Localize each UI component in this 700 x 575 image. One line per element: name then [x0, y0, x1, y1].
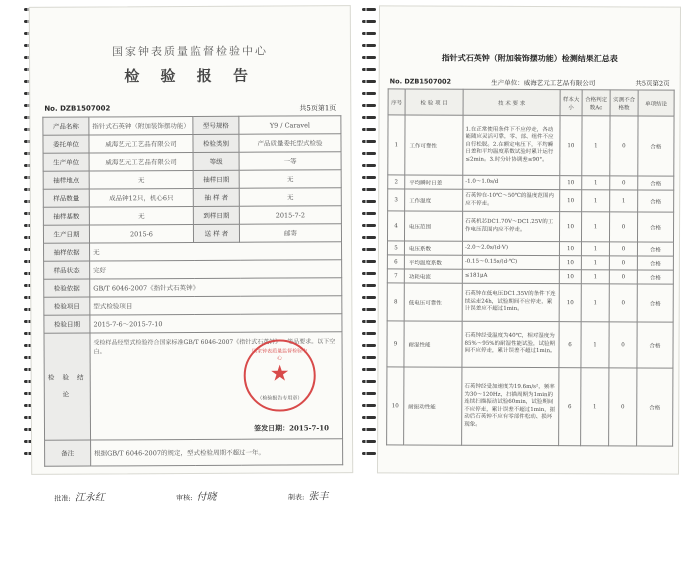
column-header: 实测不合格数 — [610, 90, 638, 116]
requirement: 石英钟经受加速度为19.6m/s²，频率为30～120Hz，扫描周期为1min的连续扫描振动试验60min，试验期间不应停走，累计误差不超过1min，振动后石英钟不应有零部件松动、损坏现象。 — [462, 367, 559, 445]
field-label: 样品状态 — [44, 261, 90, 279]
requirement: 1.在正常使用条件下不应停走，各动能随应灵活可靠，零、部、组件不应自行松脱。2.在额定电压下，平均瞬日差和平均温度系数试验时累计运行≤2min。3.时分针协调差≤90°。 — [463, 115, 560, 175]
failure-count: 0 — [609, 322, 637, 368]
table-row — [387, 211, 673, 242]
reviewer-signature: 付晓 — [196, 491, 217, 503]
table-row — [387, 255, 673, 270]
item-conclusion: 合格 — [638, 116, 674, 176]
field-label: 抽样依据 — [44, 243, 90, 261]
conclusion-row — [44, 332, 343, 441]
failure-count: 0 — [610, 176, 638, 190]
field-label: 抽样地点 — [43, 171, 89, 189]
row-number: 7 — [387, 269, 404, 283]
field-value: Y9 / Caravel — [239, 116, 341, 135]
remark-text: 根据GB/T 6046-2007的规定，型式检验周期不超过一年。 — [91, 439, 343, 466]
table-row — [43, 188, 341, 208]
requirement: -1.0～1.0s/d — [463, 175, 560, 189]
field-label: 送 样 者 — [193, 224, 239, 242]
field-value: 成品钟12只，机心6只 — [89, 188, 193, 207]
field-value: 威海艺元工艺品有限公司 — [89, 134, 193, 153]
requirement: 石英机芯DC1.70V～DC1.25V的工作电压范围内应不停走。 — [462, 211, 559, 241]
field-value: 无 — [90, 242, 342, 261]
acceptance-number: 1 — [581, 256, 609, 270]
row-number: 3 — [388, 189, 405, 211]
requirement: -0.15～0.15s/(d·℃) — [462, 255, 559, 269]
field-value: 无 — [89, 170, 193, 189]
field-value: 无 — [89, 206, 193, 225]
field-value: 型式检验项目 — [90, 296, 342, 315]
sample-size: 10 — [559, 212, 581, 242]
failure-count: 0 — [609, 270, 637, 284]
report-number: No. DZB1507002 — [44, 104, 111, 113]
item-conclusion: 合格 — [637, 368, 673, 446]
failure-count: 1 — [610, 190, 638, 212]
test-item: 平均瞬时日差 — [405, 175, 463, 189]
approver-label: 批准: — [54, 494, 71, 503]
field-value: 邮寄 — [239, 224, 341, 243]
table-row — [43, 206, 341, 226]
field-label: 抽样日期 — [193, 170, 239, 188]
page-label: 共5页第2页 — [635, 79, 670, 88]
table-row — [388, 189, 674, 212]
sample-size: 10 — [559, 242, 581, 256]
field-label: 样品数量 — [43, 189, 89, 207]
table-row — [388, 115, 674, 176]
column-header: 单项结论 — [638, 90, 674, 116]
field-value: GB/T 6046-2007《指针式石英钟》 — [90, 278, 342, 297]
field-value: 2015-7-2 — [239, 206, 341, 225]
sample-size: 6 — [559, 368, 581, 446]
field-label: 到样日期 — [193, 206, 239, 224]
sample-size: 10 — [559, 270, 581, 284]
item-conclusion: 合格 — [637, 242, 673, 256]
producer-name: 威海艺元工艺品有限公司 — [523, 78, 596, 88]
table-row — [43, 170, 341, 190]
item-conclusion: 合格 — [637, 270, 673, 284]
column-header: 序号 — [388, 89, 405, 115]
field-label: 抽样基数 — [43, 207, 89, 225]
table-row — [44, 278, 342, 298]
results-table — [386, 88, 675, 446]
report-title: 检 验 报 告 — [124, 66, 257, 86]
table-row — [45, 439, 343, 467]
requirement: 石英钟经受温度为40℃，相对湿度为85%～95%的耐湿性能试验，试验期间不应停走，累计误差不超过1min。 — [462, 321, 559, 367]
row-number: 6 — [387, 255, 404, 269]
row-number: 5 — [387, 241, 404, 255]
row-number: 10 — [387, 367, 404, 445]
inspection-report-page — [29, 5, 353, 504]
column-header: 合格判定数Ac — [582, 90, 610, 116]
remark-label: 备注 — [45, 440, 91, 466]
row-number: 4 — [387, 211, 404, 241]
field-value: 指针式石英钟（附加装饰摆功能） — [89, 116, 193, 135]
table-row — [387, 241, 673, 256]
test-item: 工作可靠性 — [405, 115, 463, 175]
requirement: -2.0～2.0s/(d·V) — [462, 241, 559, 255]
maker-signature: 张丰 — [308, 491, 329, 503]
requirement: 石英钟在-10℃～50℃的温度范围内应不停走。 — [463, 189, 560, 211]
field-value: 一等 — [239, 152, 341, 171]
conclusion-label: 检 验 结 论 — [44, 333, 91, 440]
column-header: 技 术 要 求 — [463, 89, 560, 115]
field-label: 检验依据 — [44, 279, 90, 297]
table-row — [43, 134, 341, 154]
failure-count: 0 — [610, 116, 638, 176]
table-row — [44, 314, 342, 334]
failure-count: 0 — [609, 284, 637, 322]
row-number: 8 — [387, 283, 404, 321]
column-header: 样本大小 — [560, 90, 582, 116]
item-conclusion: 合格 — [637, 322, 673, 368]
report-info-table — [42, 115, 343, 467]
row-number: 1 — [388, 115, 405, 175]
sample-size: 10 — [560, 176, 582, 190]
test-item: 电压系数 — [404, 241, 462, 255]
test-item: 工作温度 — [405, 189, 463, 211]
spiral-binding-right — [362, 8, 376, 468]
field-label: 抽 样 者 — [193, 188, 239, 206]
test-item: 电压范围 — [404, 211, 462, 241]
reviewer-label: 审核: — [176, 493, 193, 503]
field-label: 检验项目 — [44, 297, 90, 315]
field-value: 2015-7-6～2015-7-10 — [90, 314, 342, 333]
item-conclusion: 合格 — [637, 256, 673, 270]
acceptance-number: 1 — [581, 212, 609, 242]
test-item: 功耗电流 — [404, 269, 462, 283]
table-row — [387, 321, 673, 368]
page-label: 共5页第1页 — [299, 104, 337, 113]
field-label: 检验类别 — [193, 134, 239, 152]
sample-size: 10 — [560, 190, 582, 212]
row-number: 2 — [388, 175, 405, 189]
test-item: 耐振动性能 — [404, 367, 462, 445]
acceptance-number: 1 — [581, 368, 609, 446]
table-row — [387, 269, 673, 284]
sample-size: 10 — [559, 256, 581, 270]
test-item: 平均温度系数 — [404, 255, 462, 269]
table-row — [44, 260, 342, 280]
requirement: 石英钟在低电压DC1.35V的条件下连续运走24h，试验期间不应停走，累计误差应不超过1min。 — [462, 283, 559, 321]
column-header: 检 验 项 目 — [405, 89, 463, 115]
table-row — [44, 242, 342, 262]
sample-size: 10 — [560, 116, 582, 176]
acceptance-number: 1 — [581, 322, 609, 368]
failure-count: 0 — [609, 242, 637, 256]
sample-size: 10 — [559, 284, 581, 322]
table-row — [43, 224, 341, 244]
acceptance-number: 1 — [581, 270, 609, 284]
results-summary-page — [377, 5, 681, 474]
field-value: 产品质量委托型式检验 — [239, 134, 341, 153]
item-conclusion: 合格 — [637, 212, 673, 242]
acceptance-number: 1 — [582, 176, 610, 190]
item-conclusion: 合格 — [638, 190, 674, 212]
field-label: 委托单位 — [43, 135, 89, 153]
field-label: 生产单位 — [43, 153, 89, 171]
failure-count: 0 — [609, 368, 637, 446]
acceptance-number: 1 — [582, 190, 610, 212]
acceptance-number: 1 — [581, 242, 609, 256]
acceptance-number: 1 — [581, 284, 609, 322]
sample-size: 6 — [559, 322, 581, 368]
field-value: 无 — [239, 188, 341, 207]
field-label: 等级 — [193, 152, 239, 170]
producer-label: 生产单位： — [491, 78, 524, 87]
official-seal-stamp — [244, 339, 316, 411]
row-number: 9 — [387, 321, 404, 367]
field-value: 完好 — [90, 260, 342, 279]
test-item: 耐湿性能 — [404, 321, 462, 367]
approver-signature: 江永红 — [74, 492, 105, 504]
lab-name: 国家钟表质量监督检验中心 — [111, 44, 269, 59]
field-label: 产品名称 — [43, 117, 89, 135]
table-header-row — [388, 89, 674, 116]
table-row — [44, 296, 342, 316]
conclusion-text: 受检样品经型式检验符合国家标准GB/T 6046-2007《指针式石英钟》一等品要求。以下空白。 — [93, 338, 336, 356]
field-label: 生产日期 — [43, 225, 89, 243]
report-number: No. DZB1507002 — [389, 77, 452, 86]
table-row — [388, 175, 674, 190]
signature-line — [54, 487, 328, 503]
star-icon: ★ — [269, 361, 290, 387]
requirement: ≤181μA — [462, 269, 559, 283]
table-row — [43, 116, 341, 136]
item-conclusion: 合格 — [637, 284, 673, 322]
maker-label: 制表: — [287, 493, 305, 502]
stamp-caption: （检验报告专用章） — [257, 395, 303, 402]
item-conclusion: 合格 — [638, 176, 674, 190]
field-value: 威海艺元工艺品有限公司 — [89, 152, 193, 171]
field-value: 无 — [239, 170, 341, 189]
stamp-ring-text: 国家钟表质量监督检验中心 — [252, 348, 308, 362]
issue-date: 签发日期：2015-7-10 — [254, 423, 330, 433]
table-row — [387, 283, 673, 322]
field-value: 2015-6 — [89, 224, 193, 243]
table-row — [387, 367, 673, 446]
failure-count: 0 — [609, 212, 637, 242]
summary-title: 指针式石英钟（附加装饰摆功能）检测结果汇总表 — [441, 52, 618, 64]
test-item: 低电压可靠性 — [404, 283, 462, 321]
field-label: 检验日期 — [44, 315, 90, 333]
failure-count: 0 — [609, 256, 637, 270]
field-label: 型号规格 — [193, 116, 239, 134]
acceptance-number: 1 — [582, 116, 610, 176]
table-row — [43, 152, 341, 172]
